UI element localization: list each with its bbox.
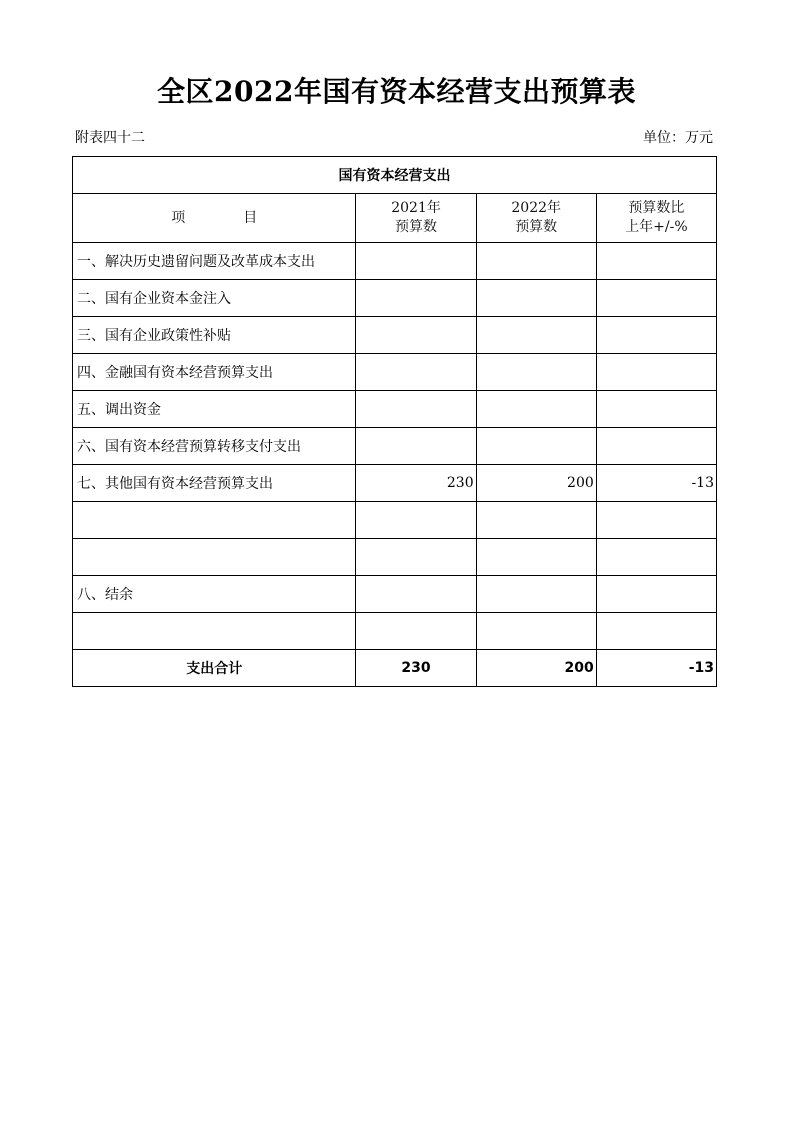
row-2021 [356, 539, 476, 576]
header-2021 [356, 194, 476, 243]
total-row [73, 650, 717, 687]
row-change [596, 243, 716, 280]
section-header: 国有资本经营支出 [73, 157, 717, 194]
header-2021-line2: 预算数 [395, 219, 438, 235]
row-2021 [356, 243, 476, 280]
row-2021: 230 [356, 465, 476, 502]
row-2022: 200 [476, 465, 596, 502]
table-row [73, 243, 717, 280]
total-label: 支出合计 [73, 650, 356, 687]
row-2021 [356, 280, 476, 317]
row-2021 [356, 428, 476, 465]
unit-label: 单位：万元 [643, 130, 713, 146]
table-row [73, 391, 717, 428]
table-row [73, 576, 717, 613]
row-2022 [476, 317, 596, 354]
row-2021 [356, 613, 476, 650]
row-item: 八、结余 [73, 576, 356, 613]
row-change: -13 [596, 465, 716, 502]
row-2022 [476, 391, 596, 428]
header-change [596, 194, 716, 243]
row-item: 三、国有企业政策性补贴 [73, 317, 356, 354]
row-2021 [356, 317, 476, 354]
row-change [596, 613, 716, 650]
total-2022: 200 [476, 650, 596, 687]
table-row [73, 428, 717, 465]
row-change [596, 539, 716, 576]
row-change [596, 502, 716, 539]
row-2021 [356, 502, 476, 539]
row-2022 [476, 243, 596, 280]
row-2022 [476, 354, 596, 391]
header-2021-line1: 2021年 [391, 200, 441, 216]
row-2021 [356, 354, 476, 391]
row-item: 七、其他国有资本经营预算支出 [73, 465, 356, 502]
row-2021 [356, 576, 476, 613]
table-row [73, 317, 717, 354]
row-item: 五、调出资金 [73, 391, 356, 428]
total-change: -13 [596, 650, 716, 687]
budget-table [72, 156, 717, 687]
column-header-row [73, 194, 717, 243]
row-item: 四、金融国有资本经营预算支出 [73, 354, 356, 391]
row-change [596, 391, 716, 428]
row-change [596, 576, 716, 613]
header-item [73, 194, 356, 243]
row-2022 [476, 502, 596, 539]
row-2021 [356, 391, 476, 428]
header-item-char2: 目 [243, 209, 258, 226]
row-change [596, 317, 716, 354]
header-2022 [476, 194, 596, 243]
table-row [73, 502, 717, 539]
row-item: 六、国有资本经营预算转移支付支出 [73, 428, 356, 465]
table-row [73, 539, 717, 576]
header-change-line1: 预算数比 [628, 200, 685, 216]
header-2022-line1: 2022年 [511, 200, 562, 216]
row-change [596, 280, 716, 317]
header-item-char1: 项 [171, 209, 186, 226]
row-item [73, 502, 356, 539]
table-row [73, 280, 717, 317]
row-2022 [476, 576, 596, 613]
row-2022 [476, 428, 596, 465]
row-item: 一、解决历史遗留问题及改革成本支出 [73, 243, 356, 280]
row-change [596, 354, 716, 391]
header-change-line2: 上年+/-% [625, 219, 688, 235]
table-row [73, 613, 717, 650]
row-2022 [476, 280, 596, 317]
table-row [73, 354, 717, 391]
header-2022-line2: 预算数 [515, 219, 558, 235]
appendix-label: 附表四十二 [75, 130, 145, 146]
page-title: 全区2022年国有资本经营支出预算表 [157, 75, 636, 108]
total-2021: 230 [356, 650, 476, 687]
row-item [73, 539, 356, 576]
row-item [73, 613, 356, 650]
row-2022 [476, 539, 596, 576]
row-change [596, 428, 716, 465]
row-2022 [476, 613, 596, 650]
row-item: 二、国有企业资本金注入 [73, 280, 356, 317]
table-row [73, 465, 717, 502]
section-header-row [73, 157, 717, 194]
